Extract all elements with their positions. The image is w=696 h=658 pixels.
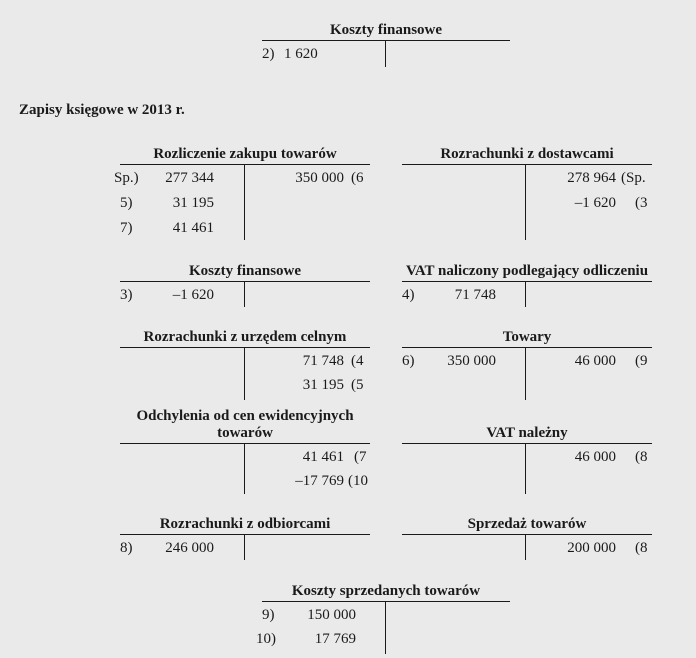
t-account-rozliczenie-zakupu [114,145,370,240]
debit-ref: 2) [262,46,275,62]
t-account-koszty-finansowe-top [262,21,510,67]
credit-amount: 200 000 [567,540,616,556]
account-top-rule [402,534,652,535]
account-title: VAT należny [486,425,568,441]
account-divider [244,347,245,400]
credit-ref: (6 [351,170,364,186]
credit-amount: 46 000 [574,449,616,465]
account-title: Koszty finansowe [329,22,443,38]
account-top-rule [120,534,370,535]
account-title: Koszty sprzedanych towarów [291,583,481,599]
debit-amount: 350 000 [447,353,496,369]
credit-amount: 46 000 [574,353,616,369]
debit-ref: 9) [262,607,275,623]
account-top-rule [402,347,652,348]
account-divider [525,534,526,560]
account-title: Rozrachunki z dostawcami [440,146,614,162]
credit-ref: (10 [348,473,368,489]
debit-amount: 150 000 [307,607,356,623]
t-account-vat-naliczony [402,262,652,307]
debit-amount: 246 000 [165,540,214,556]
credit-ref: (Sp. [621,170,646,186]
account-divider [525,281,526,307]
debit-ref: 8) [120,540,133,556]
account-divider [244,534,245,560]
debit-amount: 277 344 [165,170,214,186]
t-account-rozrachunki-z-odbiorcami [120,515,370,560]
section-title: Zapisy księgowe w 2013 r. [19,102,185,118]
account-top-rule [120,281,370,282]
credit-amount: –1 620 [574,195,616,211]
debit-amount: 1 620 [284,46,318,62]
credit-ref: (8 [635,540,648,556]
account-divider [525,443,526,494]
account-title-line-2: towarów [217,425,273,441]
t-account-odchylenia [120,407,370,494]
account-title: VAT naliczony podlegający odliczeniu [405,263,649,279]
debit-ref: 6) [402,353,415,369]
debit-ref: 7) [120,220,133,236]
account-title: Sprzedaż towarów [467,516,587,532]
account-divider [244,443,245,494]
account-title: Koszty finansowe [188,263,302,279]
credit-ref: (3 [635,195,648,211]
account-top-rule [262,601,510,602]
account-top-rule [120,347,370,348]
account-top-rule [120,164,370,165]
debit-ref: 10) [256,631,276,647]
account-divider [525,347,526,400]
debit-amount: 71 748 [454,287,496,303]
credit-ref: (9 [635,353,648,369]
credit-ref: (7 [354,449,367,465]
credit-ref: (4 [351,353,364,369]
debit-ref: Sp.) [114,170,139,186]
t-account-rozrachunki-z-urzedem-celnym [120,328,370,400]
t-account-vat-nalezny [402,424,652,494]
credit-amount: 278 964 [567,170,616,186]
account-divider [385,601,386,654]
credit-ref: (8 [635,449,648,465]
account-top-rule [402,443,652,444]
account-top-rule [402,164,652,165]
t-account-koszty-sprzedanych-towarow [256,582,510,654]
account-title: Towary [502,329,552,345]
account-title-line-1: Odchylenia od cen ewidencyjnych [136,408,354,424]
account-title: Rozrachunki z urzędem celnym [143,329,347,345]
credit-amount: 41 461 [302,449,344,465]
account-divider [244,281,245,307]
debit-amount: 17 769 [314,631,356,647]
credit-amount: 71 748 [302,353,344,369]
account-top-rule [262,40,510,41]
t-account-rozrachunki-z-dostawcami [402,145,652,240]
debit-amount: 31 195 [172,195,214,211]
t-account-towary [402,328,652,400]
debit-amount: 41 461 [172,220,214,236]
t-account-koszty-finansowe [120,262,370,307]
account-divider [525,164,526,240]
account-title: Rozliczenie zakupu towarów [153,146,337,162]
credit-amount: –17 769 [295,473,344,489]
account-top-rule [402,281,652,282]
t-account-sprzedaz-towarow [402,515,652,560]
credit-amount: 31 195 [302,377,344,393]
account-divider [385,40,386,67]
debit-ref: 4) [402,287,415,303]
account-top-rule [120,443,370,444]
credit-amount: 350 000 [295,170,344,186]
debit-amount: –1 620 [172,287,214,303]
account-title: Rozrachunki z odbiorcami [159,516,331,532]
credit-ref: (5 [351,377,364,393]
debit-ref: 5) [120,195,133,211]
debit-ref: 3) [120,287,133,303]
account-divider [244,164,245,240]
